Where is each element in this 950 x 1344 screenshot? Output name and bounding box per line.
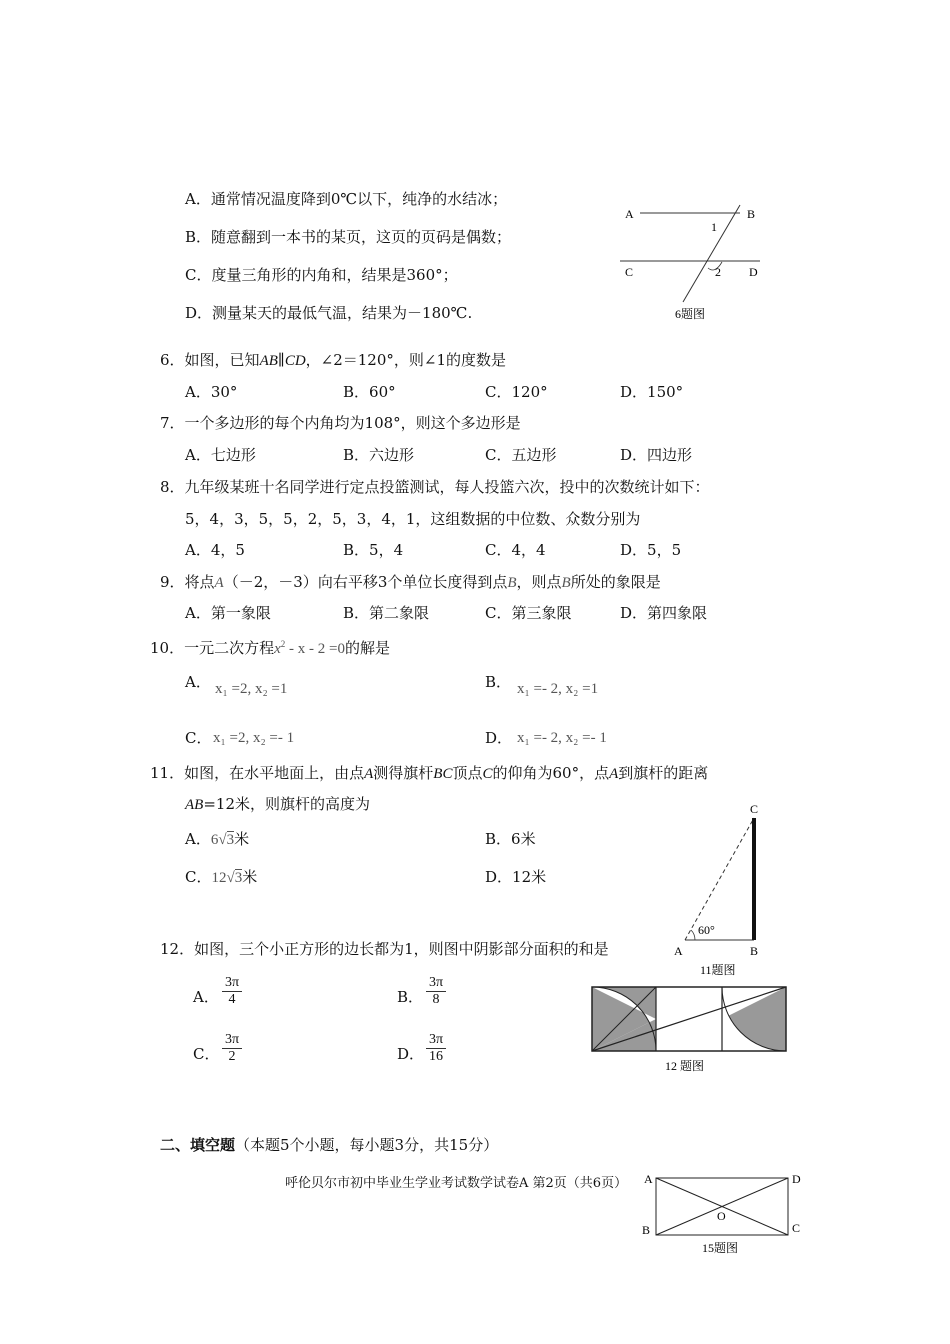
label-c: C (750, 802, 759, 816)
q12-option-b-fraction: $\frac{3\pi}{8}$ (426, 975, 446, 1008)
figure-12-caption: 12 题图 (665, 1059, 705, 1073)
q6-option-d: D．150° (620, 383, 684, 401)
sqrt-symbol: √ (218, 832, 227, 848)
q11-option-b: B．6米 (485, 830, 536, 848)
q6-stem: 6．如图，已知AB∥CD，∠2＝120°，则∠1的度数是 (160, 351, 507, 369)
q11-option-c: C．12√3米 (185, 868, 258, 886)
q6-option-b: B．60° (343, 383, 396, 401)
figure-15-caption: 15题图 (702, 1241, 739, 1255)
q7-stem: 7．一个多边形的每个内角均为108°，则这个多边形是 (160, 414, 521, 432)
figure-6 (615, 200, 775, 325)
label-o: O (717, 1209, 726, 1223)
q5-option-d: D．测量某天的最低气温，结果为－180℃. (185, 304, 473, 322)
q11-stem: 11．如图，在水平地面上，由点A测得旗杆BC顶点C的仰角为60°，点A到旗杆的距离 (150, 764, 709, 782)
figure-11-caption: 11题图 (700, 963, 736, 977)
label-b: B (750, 944, 759, 958)
q7-option-c: C．五边形 (485, 446, 557, 464)
q8-data-line: 5，4，3，5，5，2，5，3，4，1，这组数据的中位数、众数分别为 (185, 510, 641, 528)
angle-arc (691, 930, 695, 940)
q12-option-c-fraction: $\frac{3\pi}{2}$ (222, 1032, 242, 1065)
q9-option-c: C．第三象限 (485, 604, 572, 622)
label-b: B (747, 207, 756, 221)
figure-12 (585, 980, 795, 1080)
q12-option-d-fraction: $\frac{3\pi}{16}$ (426, 1032, 446, 1065)
q7-option-a: A．七边形 (185, 446, 256, 464)
q9-option-a: A．第一象限 (185, 604, 271, 622)
q8-option-c: C．4，4 (485, 541, 546, 559)
sqrt-symbol: √ (226, 870, 235, 886)
q10-option-a-label: A． (185, 673, 211, 691)
label-a: A (625, 207, 634, 221)
q11-option-a: A．6√3米 (185, 830, 250, 848)
section-2-heading: 二、填空题（本题5个小题，每小题3分，共15分） (160, 1136, 499, 1154)
q9-option-d: D．第四象限 (620, 604, 708, 622)
q8-option-b: B．5，4 (343, 541, 404, 559)
q5-option-c: C．度量三角形的内角和，结果是360°； (185, 266, 458, 284)
q8-stem: 8．九年级某班十名同学进行定点投篮测试，每人投篮六次，投中的次数统计如下： (160, 478, 710, 496)
label-d: D (749, 265, 758, 279)
label-c: C (625, 265, 634, 279)
q9-stem: 9．将点A（－2，－3）向右平移3个单位长度得到点B，则点B所处的象限是 (160, 573, 661, 591)
label-c: C (792, 1221, 801, 1235)
q6-option-a: A．30° (185, 383, 238, 401)
q9-option-b: B．第二象限 (343, 604, 430, 622)
q6-option-c: C．120° (485, 383, 548, 401)
q10-stem: 10．一元二次方程$x^2 - x - 2 =0$的解是 (150, 639, 390, 657)
q12-option-d-label: D． (397, 1045, 425, 1063)
q5-option-a: A．通常情况温度降到0℃以下，纯净的水结冰； (185, 190, 508, 208)
q8-option-a: A．4，5 (185, 541, 245, 559)
q10-option-d-label: D． (485, 729, 513, 747)
q8-option-d: D．5，5 (620, 541, 682, 559)
q10-option-d-solution: x₁ =- 2, x₂ =- 1 (517, 730, 607, 746)
page-footer: 呼伦贝尔市初中毕业生学业考试数学试卷A 第2页（共6页） (285, 1176, 628, 1191)
q10-option-c-solution: x₁ =2, x₂ =- 1 (213, 730, 295, 746)
label-b: B (642, 1223, 651, 1237)
figure-11 (670, 800, 780, 980)
q12-option-a-fraction: $\frac{3\pi}{4}$ (222, 975, 242, 1008)
q11-stem-line2: AB=12米，则旗杆的高度为 (185, 795, 370, 813)
q12-option-b-label: B． (397, 988, 424, 1006)
q5-option-b: B．随意翻到一本书的某页，这页的页码是偶数； (185, 228, 512, 246)
sight-line (685, 818, 754, 940)
q10-option-b-label: B． (485, 673, 512, 691)
angle-1-label: 1 (711, 220, 717, 234)
q11-option-d: D．12米 (485, 868, 547, 886)
figure-15 (640, 1170, 805, 1260)
label-d: D (792, 1172, 801, 1186)
q7-option-d: D．四边形 (620, 446, 693, 464)
q12-option-a-label: A． (193, 988, 219, 1006)
label-a: A (674, 944, 683, 958)
label-a: A (644, 1172, 653, 1186)
figure-6-caption: 6题图 (675, 307, 706, 321)
q10-option-b-solution: x₁ =- 2, x₂ =1 (517, 681, 599, 697)
q10-option-a-solution: x₁ =2, x₂ =1 (215, 681, 288, 697)
q12-stem: 12．如图，三个小正方形的边长都为1，则图中阴影部分面积的和是 (160, 940, 609, 958)
q12-option-c-label: C． (193, 1045, 220, 1063)
q7-option-b: B．六边形 (343, 446, 415, 464)
q10-option-c-label: C． (185, 729, 212, 747)
angle-2-label: 2 (715, 265, 721, 279)
angle-label: 60° (698, 923, 715, 937)
